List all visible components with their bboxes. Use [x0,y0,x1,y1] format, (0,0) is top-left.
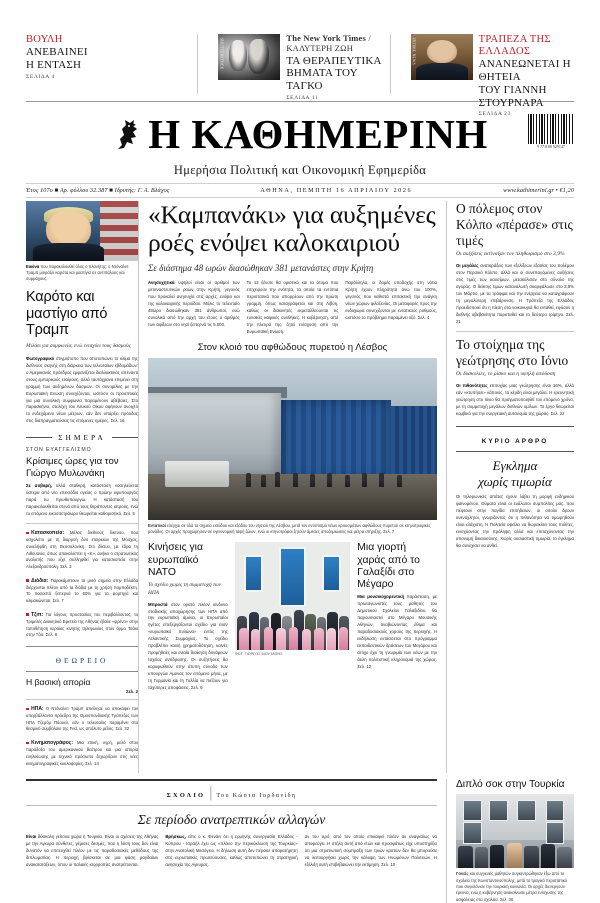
subhead-drilling: Οι δυσκολίες, το ρίσκο και η υψηλή απόδοση [456,371,556,378]
headline-gulf-war[interactable]: Ο πόλεμος στον Κόλπο «πέρασε» στις τιμές [456,201,573,248]
subhead-gulf-war: Οι αυξήσεις εκτίναξαν τον πληθωρισμό στο 3,9% [456,251,565,258]
headline-editorial[interactable] [456,458,574,489]
main-photo-title[interactable]: Στον κλοιό του αφθώδους πυρετού η Λέσβος [197,341,388,353]
main-headline[interactable] [148,201,437,257]
main-content-grid [26,201,574,773]
top-teaser-strip [26,0,574,118]
teaser-line-1: ΑΝΑΝΕΩΝΕΤΑΙ Η ΘΗΤΕΙΑ [478,58,571,84]
main-column [139,201,446,773]
teaser-page-ref: ΣΕΛΙΔΑ 4 [26,73,55,80]
author-byline: Του Κώστα Ιορδανίδη [216,793,297,800]
sxolio-header: ΣΧΟΛΙΟ | Του Κώστα Ιορδανίδη [26,779,437,806]
commentary-paragraph-1 [26,834,158,869]
teaser-line-1: ΑΝΕΒΑΙΝΕΙ [26,46,88,59]
body-commentary [26,834,437,871]
bullet-term: Διόδια: [31,577,49,584]
right-sidebar [447,201,574,773]
caption-lead: Γονείς [456,871,469,877]
bullet-square-icon [26,742,29,745]
left-sidebar [26,201,138,773]
bullet-text: Μια επική, υγρή, μελό στον παράδοξο του αμερικανικού θεάτρου και μια ιστορία ενηλικίωσης με τεχνικό πρόσωπο ξεχωρίζουν στις νέες κινηματογραφικές κυκλοφορίες. Σελ. 14 [26,740,139,766]
body-lead: Μπροστά [148,601,168,607]
main-subhead: Σε διάστημα 48 ωρών διασώθηκαν 381 μετανάστες στην Κρήτη [148,263,374,274]
dateline-website-price: www.kathimerini.gr • €1,20 [503,187,574,194]
body-drilling [456,383,574,418]
masthead [26,102,574,158]
teaser-line-1: ΤΑ ΘΕΡΑΠΕΥΤΙΚΑ [286,54,382,67]
dateline [26,184,574,197]
photo-figures [148,461,437,487]
main-lede [148,280,437,336]
teaser-line-2: Η ΕΝΤΑΣΗ [26,58,82,71]
photo-credit: ΦΩΤ. ΓΙΩΡΓΟΣ ΜΟΥΤΑΦΗΣ [234,652,283,657]
caption-lead: Εντατικοί [148,522,166,528]
main-photo-lesvos [148,358,437,520]
body-text: στιγμιότυπο που αποτυπώνει το κλίμα της διεθνούς σκηνής στη διάρκεια των τελευταίων εβδομάδων: ο Αμερικανός πρόεδρος εμφανίζεται διαλλακτικός απέναντι στους εμπορικούς εταίρους, αλλά ταυτόχρονα επιμένει στη γραμμή των αυξημένων δασμών. Οι συνομιλίες με την Ευρωπαϊκή Ενωση συνεχίζονται, ωστόσο οι προοπτικές για μια συνολική συμφωνία παραμένουν αβέβαιες. Στο παρασκήνιο, στελέχη του Λευκού Οίκου αφήνουν ανοιχτό το ενδεχόμενο νέων μέτρων, εάν δεν υπάρξει πρόοδος στις διαπραγματεύσεις τις επόμενες ημέρες. Σελ. 16 [26,355,138,424]
body-nato [148,602,228,692]
commentary-paragraph-3 [305,834,437,869]
bullet-square-icon [26,708,29,711]
bullet-square-icon [26,579,29,582]
trump-photo [26,201,138,261]
subhead-nato: Το σχέδιο χωρίς τη συμμετοχή των ΗΠΑ [148,582,222,596]
photo-credit: INTIME NEWS [411,38,416,65]
headline-turkey[interactable]: Διπλό σοκ στην Τουρκία [456,779,565,791]
body-text: αλλά σταθερή, κατάσταση νοσηλεύεται ύστερα από νέο επεισόδιο υγείας ο πρώην υφυπουργός παρά τω πρωθυπουργώ. Η κατάστασή του παρακολουθείται στενά από τους θεράποντες ιατρούς, ενώ το επόμενο εικοσιτετράωρο θεωρείται καθοριστικό. Σελ. 5 [26,483,139,517]
headline-nato[interactable]: Κινήσεις για ευρωπαϊκό ΝΑΤΟ [148,542,203,578]
teaser-nyt-tango[interactable] [206,33,382,101]
sub-story-galaxidi [357,542,437,692]
body-editorial: Οι τηλεφωνικές απάτες έχουν λάβει τη μορφή ενδημικού φαινομένου. Θύματα είναι οι ευάλωτοι συμπολίτες μας, που πέφτουν στην παγίδα επιτήδειων, οι οποίοι δρουν ανενόχλητοι, γνωρίζοντας ότι η πιθανότητα να τιμωρηθούν είναι ελάχιστη. Η Πολιτεία οφείλει να θωρακίσει τους πολίτες, ενισχύοντας την πρόληψη αλλά και επιταχύνοντας την απονομή δικαιοσύνης. Χωρίς ουσιαστική τιμωρία, το έγκλημα θα συνεχίσει να ανθεί. [456,494,574,548]
body-gulf-war [456,263,574,326]
commentary-text-3: ιερό, από τον οποίο επικαιρεί πλέον αν αναγκαίως να αποφεύγει. Η στήλη αυτή από ετών και προσφάτως είχε υποστηρίξει ότι μια στρατιωτική σύμπραξη των τριών κρατών δεν θα μπορούσε να λειτουργήσει χωρίς την κάλυψη των Ηνωμένων Πολιτειών. Η εξέλιξη αυτή επιβεβαιώνει την εκτίμηση. Σελ. 10 [304,834,437,868]
body-text: επιτυχίας μιας γεώτρησης είναι 16%, αλλά εάν «κτυπήσει» κάποιος, τα κέρδη είναι μεγάλα. Η ερευνητική γεώτρηση στο Ιόνιο θα πραγματοποιηθεί τον επόμενο χρόνο, με τη συμμετοχή μεγάλων διεθνών ομίλων. Το έργο θεωρείται κομβικό για την ενεργειακή αυτονομία της χώρας. Σελ. 22 [456,383,574,417]
simera-kicker: ΣΤΟΝ ΕΥΑΓΓΕΛΙΣΜΟ [26,447,92,454]
bullet-text: Παρακάμπτουν τα μισά σημεία στην Ελλάδα διέρχονται πλέον από τα διόδια με τη χρήση πομποδέκτη. Το ποσοστό ξεπερνά το 60% για τα φορτηγά και κλιμακώνεται. Σελ. 7 [26,577,138,604]
photo-figures [235,583,351,650]
body-lead: Οι πιθανότητες [456,383,488,389]
teaser-source [286,34,381,54]
section-label: ΚΥΡΙΟ ΑΡΘΡΟ [481,438,549,446]
sub-story-nato [148,542,228,692]
teaser-line-2: ΤΟΥ ΓΙΑΝΝΗ ΣΤΟΥΡΝΑΡΑ [478,83,547,109]
turkey-photo-caption [456,871,574,903]
lede-paragraph-3: Παράλληλα, οι δομές υποδοχής στη νότια Κρήτη έχουν πληρότητα άνω του 100%, γεγονός που καθιστά επιτακτική την ανάγκη νέων χώρων φιλοξενίας. Οι μεταφορές προς την ενδοχώρα συνεχίζονται με εντατικούς ρυθμούς, ωστόσο το πρόβλημα παραμένει οξύ. Σελ. 4 [345,280,437,320]
headline-drilling[interactable]: Το στοίχημα της γεώτρησης στο Ιόνιο [456,336,569,368]
photo-figures [456,836,574,869]
lede-paragraph-2: Το 12 ξένοτε θα οριστικό και τα άτομα που επιχειρούν την ενότητα, τα οποία τα εντόπια περιστατικά που απορρέουν από την πρώτη γραμμή, όπως καταγράφεται και στη Λιβύη, καθώς οι διακινητές εκμεταλλεύονται τις ευνοϊκές καιρικές συνθήκες. Η κυβέρνηση, από την πλευρά της, ζητεί ενίσχυση από την Ευρωπαϊκή Ενωση. [246,280,339,334]
bullet-text: Μέλος διεθνούς δικτύου, που ασχολείτο με τη διαρροή δύο εταιρειών της Μόσχας, συνελήφθη στη Θεσσαλονίκη. Στο δίκτυο, με έδρα τη Λιθουανία, όπως αποκαλύπτει η «Κ», ανήκει ο στρατιωτικός αναλυτής που είχε συλληφθεί για κατασκοπεία στην Αλεξανδρούπολη. Σελ. 3 [26,530,138,569]
section-editorial [456,426,574,452]
barcode-number: 9 771108 929147 [536,145,566,149]
headline-commentary[interactable]: Σε περίοδο ανατρεπτικών αλλαγών [137,812,326,828]
lede-paragraph-1 [148,280,240,329]
body-mylonakis [26,483,138,518]
bullet-term: ΗΠΑ: [31,706,44,712]
main-headline-line-2: ροές ενόψει καλοκαιριού [148,228,400,258]
body-lead: Μια μουσικοχορευτική [357,594,405,600]
page-reference: Σελ. 2 [125,689,138,694]
teaser-line-2: ΒΗΜΑΤΑ ΤΟΥ ΤΑΓΚΟ [286,67,358,93]
body-lead: Φωτογραφικό [26,355,55,361]
bullet-divider [26,523,138,524]
body-lead: Οι μεγάλες [456,263,479,269]
newspaper-tagline: Ημερήσια Πολιτική και Οικονομική Εφημερίδα [173,163,427,177]
caption-text: και συγγενείς μαθητών συγκεντρώθηκαν έξω από το σχολείο της Κωνσταντινούπολης, μετά το τραγικό περιστατικό που συγκλόνισε την τουρκική κοινωνία. Οι αρχές διενεργούν έρευνα, ενώ η κυβέρνηση ανακοίνωσε μέτρα ενίσχυσης της ασφάλειας στα σχολεία. Σελ. 30 [456,871,568,902]
barcode [528,114,574,144]
sub-story-photo-cell [228,542,358,692]
turkey-photo [456,794,574,868]
editorial-title-line-1: Εγκλημα [492,458,538,474]
list-item[interactable] [26,611,138,639]
caption-lead: Εικόνα [26,264,40,269]
headline-mylonakis[interactable]: Κρίσιμες ώρες για τον Γιώργο Μυλωνάκη [26,456,119,479]
commentary-text-1: δύσκολη γείτονα χώρα η Τουρκία. Είναι οι σχέσεις της Αθήνας με την Αγκυρα σύνθετες, γέμισες δεσμές, που η λύση τους δεν είναι δυνατόν να επιτευχθεί πλέον με τις παραδοσιακές μεθόδους της διπλωματίας. Η περιοχή βρίσκεται σε μια φάση ραγδαίων ανακατατάξεων, όπου οι παλαιές ισορροπίες ανατρέπονται. [26,834,159,868]
bullet-text: Για λόγους προστασίας του περιβάλλοντος, το Τριμελές Διοικητικό Εφετείο της Αθήνας έβαλε «φρένο» στην τοποθέτηση κεραίας κινητής τηλεφωνίας στον όρμο Τσάκι στην Τζια. Σελ. 8 [26,611,138,638]
teaser-kicker: ΒΟΥΛΗ [26,34,63,45]
griffin-logo-icon [112,115,142,153]
teaser-vouli[interactable] [26,34,189,94]
bullet-term: Κινηματογράφος: [31,740,74,747]
lede-lead: Ανησυχητικά [148,280,175,286]
body-text: στον ορατό πλέον κίνδυνο σταδιακής αποχώρησης των ΗΠΑ από την ευρωπαϊκή άμυνα, οι Ευρωπαίοι ηγέτες επεξεργάζονται σχέδιο για έναν «ευρωπαϊκό πυλώνα» εντός της Ατλαντικής Συμμαχίας. Το σχέδιο προβλέπει κοινή χρηματοδότηση, κοινές προμήθειες και ενιαία διοίκηση δυνάμεων ταχείας αντίδρασης. Οι συζητήσεις θα κορυφωθούν στην άτυπη σύνοδο των υπουργών Αμυνας τον επόμενο μήνα, με τη Γερμανία και τη Γαλλία να πιέζουν για ταχύτερες αποφάσεις. Σελ. 9 [148,601,228,690]
caption-text: που παρακολουθεί όλος ο πλανήτης: ο Ντόναλντ Τραμπ μοιράζει καρότα και μαστίγια σε αντιπάλους και συμμάχους. [26,264,129,282]
bottom-section [26,779,574,903]
dateline-issue-info: Έτος 107ο ■ Αρ. φύλλου 32.387 ■ Ιδρυτής: Γ. Α. Βλάχος [26,187,170,194]
section-label: ΘΕΩΡΕΙΟ [55,656,109,665]
list-item[interactable] [26,529,138,571]
bullet-text: Ο Ντόναλντ Τραμπ απείλησε να αποκόψει τον υπερβάλλοντα πρόεδρο της Ομοσπονδιακής Τράπεζας των ΗΠΑ Τζερόμ Πάουελ, εάν ο τελευταίος παραμένει στο θεσμικό συμβόλαιο της Fed, ως απόλυτο μέλος. Σελ. 32 [26,706,138,732]
body-lead: Σε σοβαρή, [26,483,52,489]
section-label: ΣΧΟΛΙΟ [166,792,206,800]
lede-text-1: υψηλοί είναι οι αριθμοί των μεταναστευτικών ροών στην Κρήτη, γεγονός που προκαλεί ανησυχία στις αρχές, ενόψει και της καλοκαιρινής περιόδου. Μόλις το τελευταίο 48ωρο διασώθηκαν 381 άνθρωποι, ενώ συνολικά από την αρχή του έτους ο αριθμός των αφίξεων στο νησί ξεπερνά τις 5.000. [148,280,240,327]
commentary-text-2: είπε ο κ. Φενάιν ότι η ερμηνής συνεργασία Ελλάδος - Κύπρου - Ισραήλ έχει ως «πλάνο την περικύκλωση της Τουρκίας» στην Ανατολική Μεσόγειο. Η δήλωση αυτή δεν πέρασε απαρατήρητη στις ευρωπαϊκές πρωτεύουσες, καθώς αποτυπώνει τη στρατηγική ανησυχία της Αγκυρας. [165,834,298,868]
headline-trump[interactable]: Καρότο και μαστίγιο από Τραμπ [26,289,108,339]
main-photo-caption [148,523,437,536]
caption-text: ελέγχοι σε όλα τα σημεία εισόδου και εξόδου του νησιού της Λέσβου, μετά τον εντοπισμό νέων κρουσμάτων αφθώδους πυρετού σε κτηνοτροφικές μονάδες. Οι αρχές προχώρησαν σε υγειονομική ταφή ζώων, ενώ οι κτηνοτρόφοι ζητούν άμεσες αποζημιώσεις και μέτρα στήριξης. Σελ. 7 [148,522,431,535]
bullet-term: Κατασκοπεία: [31,530,65,537]
section-theorio [26,646,138,672]
bullet-square-icon [26,613,29,616]
turkey-block [447,779,574,903]
list-item[interactable] [26,577,138,605]
list-item[interactable] [26,705,138,733]
headline-galaxidi[interactable]: Μια γιορτή χαράς από το Γαλαξίδι στο Μέγαρο [357,542,420,591]
body-text: αναταράξεις των εξελίξεων εξαιτίας του πολέμου στον Περσικό Κόλπο, αλλά και οι συνεπαγόμενες αυξήσεις στις τιμές των καυσίμων, μετακύλισαν στο σύνολο της αγοράς. Ο δείκτης τιμών καταναλωτή σκαρφάλωσε στο 3,9% τον Μάρτιο, με τα τρόφιμα και την ενέργεια να καταγράφουν τη μεγαλύτερη επιβάρυνση. Η Τράπεζα της Ελλάδος προειδοποιεί ότι η πίεση στα νοικοκυριά θα ενταθεί, εφόσον η διεθνής αβεβαιότητα παραταθεί και το δεύτερο τρίμηνο. Σελ. 21 [456,263,574,324]
list-item[interactable] [26,739,138,767]
newspaper-title: Η ΚΑΘΗΜΕΡΙΝΗ [148,110,488,157]
photo-credit: SHUTTERSTOCK [219,38,224,70]
teaser-divider [390,34,391,94]
headline-theorio[interactable]: Η βασική απορία [26,677,91,687]
section-simera [26,433,138,442]
commentary-paragraph-2 [165,834,297,869]
teaser-divider [197,34,198,94]
dateline-rule-bottom [26,197,574,198]
teaser-bank-of-greece[interactable] [399,34,574,118]
nyt-logo: The New York Times [286,33,367,43]
teaser-source-suffix: / ΚΑΛΥΤΕΡΗ ΖΩΗ [286,33,371,53]
commentary-lead-2: Βρήσκως, [165,834,186,840]
theorio-divider [26,699,138,700]
teaser-thumbnail-tango [218,34,280,80]
bullet-term: Τζιπ: [31,611,44,618]
body-galaxidi [357,594,437,670]
main-headline-line-1: «Καμπανάκι» για αυξημένες [148,200,436,229]
editorial-title-line-2: χωρίς τιμωρία [478,473,552,489]
commentary-lead: Είναι [26,834,37,840]
trump-photo-caption [26,264,138,282]
teaser-kicker: ΤΡΑΠΕΖΑ ΤΗΣ ΕΛΛΑΔΟΣ [478,34,551,58]
teaser-page-ref: ΣΕΛΙΔΑ 23 [478,111,511,118]
body-text: παράσταση, με πρωταγωνιστές τους μαθητές του Δημοτικού Σχολείου Γαλαξιδίου, θα παρουσιαστεί στο Μέγαρο Μουσικής Αθηνών, αναβιώνοντας έθιμα και παραδοσιακούς χορούς της περιοχής. Η εκδήλωση εντάσσεται στο πρόγραμμα εκπαιδευτικών δράσεων του Μεγάρου και στόχο έχει τη γνωριμία των νέων με την άυλη πολιτιστική κληρονομιά της χώρας. Σελ. 12 [357,594,437,669]
teaser-thumbnail-portrait [411,34,473,80]
dateline-date: ΑΘΗΝΑ, ΠΕΜΠΤΗ 16 ΑΠΡΙΛΙΟΥ 2026 [260,187,413,194]
section-label: ΣΗΜΕΡΑ [58,433,106,443]
galaxidi-photo [235,542,351,650]
subhead-trump: Μιλάει για συμφωνία, ενώ ενισχύει τους δασμούς [26,342,131,349]
right-divider-1 [456,331,574,332]
commentary-block [26,779,446,903]
teaser-page-ref: ΣΕΛΙΔΑ 11 [286,94,319,101]
bullet-square-icon [26,532,29,535]
sub-stories-row [148,542,437,692]
body-trump [26,356,138,426]
commentary-lead-3: αν του [304,834,319,840]
